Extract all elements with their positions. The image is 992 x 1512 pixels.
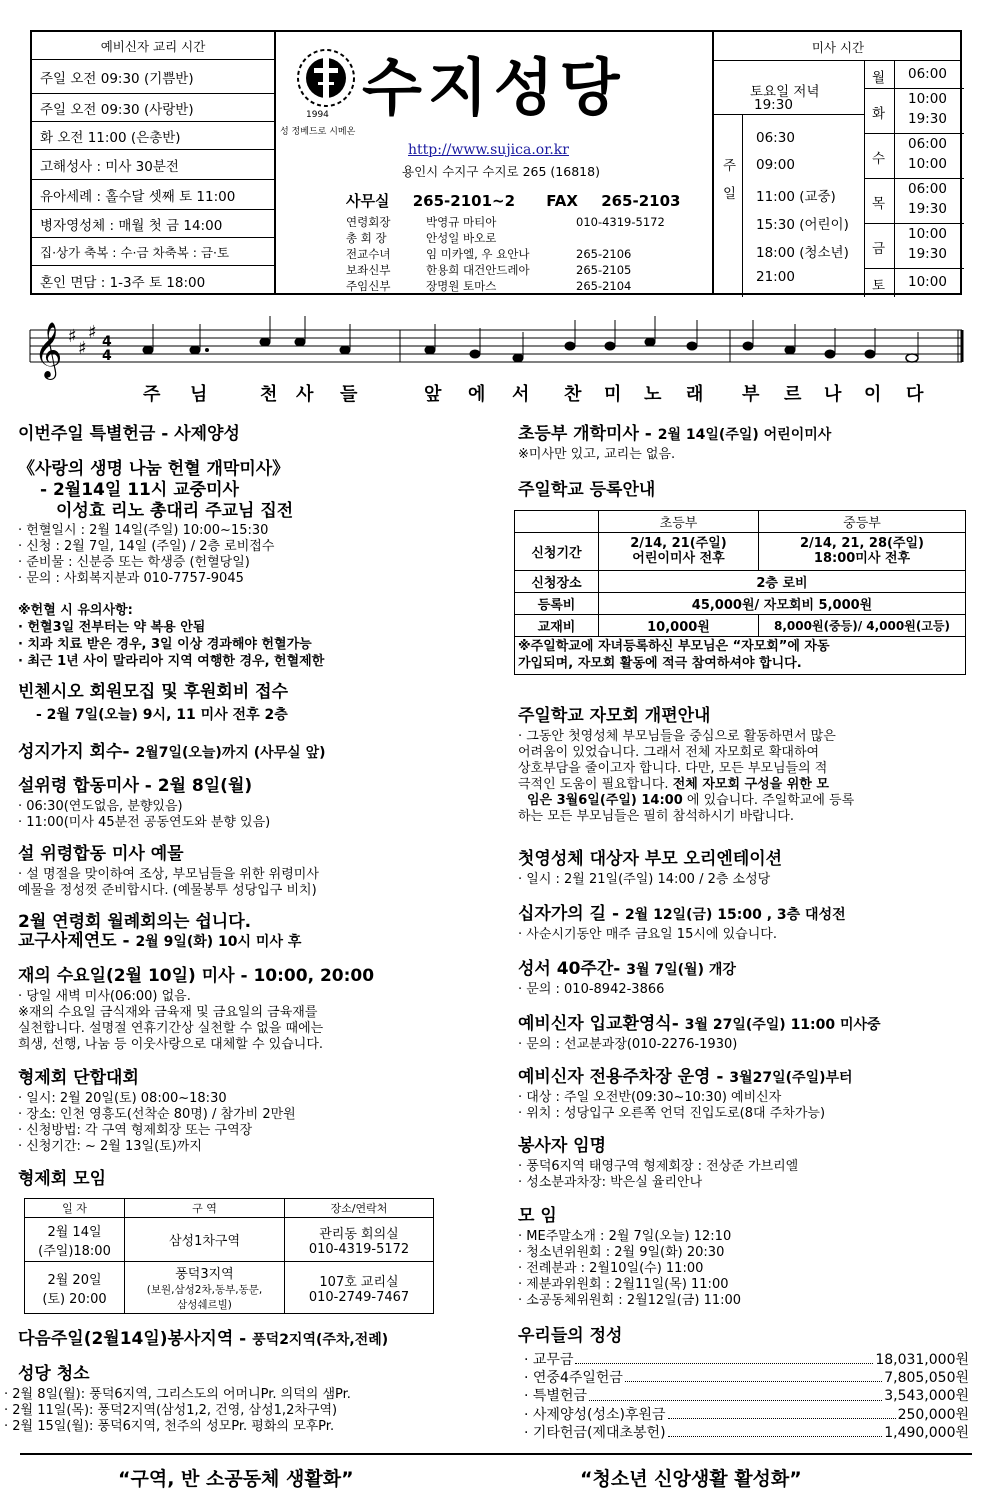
table-header: 초등부 xyxy=(599,511,759,533)
brothers-rally-line: · 장소: 인천 영흥도(선착순 80명) / 참가비 2만원 xyxy=(18,1107,296,1122)
appointment-line: · 풍덕6지역 태영구역 형제회장 : 전상준 가브리엘 xyxy=(518,1159,799,1174)
catechumen-welcome-title: 예비신자 입교환영식- 3월 27일(주일) 11:00 미사중 xyxy=(518,1014,881,1034)
table-header xyxy=(515,511,599,533)
sunday-mass-time: 11:00 (교중) xyxy=(756,189,836,205)
weekday-time: 19:30 xyxy=(908,246,947,262)
meeting-date: 2월 20일 (토) 20:00 xyxy=(25,1262,125,1314)
vincent-title: 빈첸시오 회원모집 및 후원회비 접수 xyxy=(18,682,289,702)
parents-association-line: 어려움이 있었습니다. 그래서 전체 자모회로 확대하여 xyxy=(518,745,820,760)
brothers-rally-line: · 신청방법: 각 구역 형제회장 또는 구역장 xyxy=(18,1123,253,1138)
requiem-offering-title: 설 위령합동 미사 예물 xyxy=(18,844,184,864)
blood-donation-line: · 신청 : 2월 7일, 14일 (주일) / 2층 로비접수 xyxy=(18,539,275,554)
lyric-syllable: 님 xyxy=(190,384,208,405)
lyric-syllable: 사 xyxy=(296,384,314,405)
cleaning-line: · 2월 11일(목): 풍덕2지역(삼성1,2, 건영, 삼성1,2차구역) xyxy=(4,1403,338,1418)
lyric-syllable: 다 xyxy=(906,384,924,405)
church-cleaning-title: 성당 청소 xyxy=(18,1364,90,1384)
offering-row: · 사제양성(성소)후원금 250,000원 xyxy=(524,1406,969,1423)
weekday-label: 화 xyxy=(872,106,886,122)
svg-text:𝄞: 𝄞 xyxy=(34,322,63,378)
sunday-mass-time: 15:30 (어린이) xyxy=(756,217,849,233)
table-row xyxy=(25,1218,434,1262)
meetings-line: · 청소년위원회 : 2월 9일(화) 20:30 xyxy=(518,1245,725,1260)
lyric-syllable: 에 xyxy=(468,384,486,405)
memorial-meeting-title: 2월 연령회 월례회의는 쉽니다. xyxy=(18,912,252,932)
sunday-school-table xyxy=(514,510,966,675)
saturday-eve-time: 19:30 xyxy=(754,97,793,113)
lyric-syllable: 들 xyxy=(340,384,358,405)
palm-return-title: 성지가지 회수- 2월7일(오늘)까지 (사무실 앞) xyxy=(18,742,326,762)
meetings-line: · 제분과위원회 : 2월11일(목) 11:00 xyxy=(518,1277,729,1292)
catechism-title: 예비신자 교리 시간 xyxy=(32,32,274,60)
brothers-rally-line: · 신청기간: ~ 2월 13일(토)까지 xyxy=(18,1139,202,1154)
meeting-date: 2월 14일 (주일)18:00 xyxy=(25,1218,125,1262)
catechism-row: 고해성사 : 미사 30분전 xyxy=(32,150,274,180)
table-row: 신청기간 2/14, 21(주일) 어린이미사 전후 2/14, 21, 28(주일) 18:00미사 전후 xyxy=(515,533,966,571)
parish-logo-icon xyxy=(294,46,358,110)
sunday-mass-time: 06:30 xyxy=(756,130,795,146)
table-header: 중등부 xyxy=(759,511,966,533)
weekday-label: 수 xyxy=(872,151,886,167)
first-communion-title: 첫영성체 대상자 부모 오리엔테이션 xyxy=(518,849,783,869)
office-phone: 265-2101~2 xyxy=(412,192,516,210)
brothers-meeting-table xyxy=(24,1198,434,1314)
parish-info xyxy=(276,32,712,293)
catechism-row: 혼인 면담 : 1-3주 토 18:00 xyxy=(40,274,206,291)
special-offering-title: 이번주일 특별헌금 - 사제양성 xyxy=(18,424,240,444)
donation-notice-title: ※헌혈 시 유의사항: xyxy=(18,603,133,618)
svg-text:4: 4 xyxy=(102,334,112,350)
weekday-time: 06:00 xyxy=(908,181,947,197)
parish-name: 수지성당 xyxy=(362,51,626,124)
mass-schedule xyxy=(712,32,962,293)
catechism-row: 병자영성체 : 매월 첫 금 14:00 xyxy=(32,210,274,238)
lyric-syllable: 서 xyxy=(512,384,530,405)
table-header: 장소/연락처 xyxy=(285,1199,434,1218)
first-communion-line: · 일시 : 2월 21일(주일) 14:00 / 2층 소성당 xyxy=(518,872,771,887)
svg-text:4: 4 xyxy=(102,348,112,364)
requiem-offering-line: · 설 명절을 맞이하여 조상, 부모님들을 위한 위령미사 xyxy=(18,867,319,882)
staff-row: 연령회장 박영규 마티아 010-4319-5172 xyxy=(346,215,665,229)
catechism-row: 집·상가 축복 : 수·금 차축복 : 금·토 xyxy=(32,238,274,266)
parents-association-line: 상호부담을 줄이고자 합니다. 다만, 모든 부모님들의 적 xyxy=(518,761,828,776)
brothers-meeting-title: 형제회 모임 xyxy=(18,1169,107,1189)
lyric-syllable: 앞 xyxy=(424,384,442,405)
music-staff xyxy=(0,300,992,410)
blood-donation-line: · 준비물 : 신분증 또는 학생증 (헌혈당일) xyxy=(18,555,250,570)
svg-text:♯: ♯ xyxy=(68,326,77,347)
logo-year: 1994 xyxy=(306,110,329,120)
sunday-mass-time: 18:00 (청소년) xyxy=(756,245,849,261)
meeting-place: 107호 교리실 010-2749-7467 xyxy=(285,1262,434,1314)
lyric-syllable: 주 xyxy=(143,384,161,405)
staff-row: 주임신부 장명원 토마스 265-2104 xyxy=(346,279,632,293)
blood-donation-title: 《사랑의 생명 나눔 헌혈 개막미사》 xyxy=(18,459,290,479)
ash-wednesday-title: 재의 수요일(2월 10일) 미사 - 10:00, 20:00 xyxy=(18,966,375,986)
parish-address: 용인시 수지구 수지로 265 (16818) xyxy=(402,164,600,179)
cleaning-line: · 2월 8일(월): 풍덕6지역, 그리스도의 어머니Pr. 의덕의 샘Pr. xyxy=(4,1387,351,1402)
brothers-rally-title: 형제회 단합대회 xyxy=(18,1068,139,1088)
table-header: 구 역 xyxy=(125,1199,285,1218)
elementary-mass-title: 초등부 개학미사 - 2월 14일(주일) 어린이미사 xyxy=(518,424,832,444)
parents-association-title: 주일학교 자모회 개편안내 xyxy=(518,706,711,726)
bible-study-title: 성서 40주간- 3월 7일(월) 개강 xyxy=(518,959,736,979)
lyric-syllable: 르 xyxy=(784,384,802,405)
parish-website-link[interactable]: http://www.sujica.or.kr xyxy=(408,142,569,158)
offering-row: · 교무금 18,031,000원 xyxy=(524,1352,969,1368)
blood-donation-line: · 헌혈일시 : 2월 14일(주일) 10:00~15:30 xyxy=(18,523,269,538)
weekday-time: 10:00 xyxy=(908,274,947,290)
svg-text:♯: ♯ xyxy=(88,322,97,343)
lyric-syllable: 노 xyxy=(644,384,662,405)
lunar-requiem-line: · 11:00(미사 45분전 공동연도와 분향 있음) xyxy=(18,815,271,830)
ash-wednesday-line: ※재의 수요일 금식재와 금육재 및 금요일의 금육재를 xyxy=(18,1005,318,1020)
fax-number: 265-2103 xyxy=(601,192,681,210)
footer-slogan-right: “청소년 신앙생활 활성화” xyxy=(580,1468,802,1490)
weekday-time: 10:00 xyxy=(908,156,947,172)
staff-row: 보좌신부 한용희 대건안드레아 265-2105 xyxy=(346,263,632,277)
footer-slogan-left: “구역, 반 소공동체 생활화” xyxy=(118,1468,354,1490)
ash-wednesday-line: · 당일 새벽 미사(06:00) 없음. xyxy=(18,989,191,1004)
table-header: 일 자 xyxy=(25,1199,125,1218)
catechism-row: 유아세례 : 홀수달 셋째 토 11:00 xyxy=(32,180,274,210)
weekday-time: 06:00 xyxy=(908,66,947,82)
elementary-mass-note: ※미사만 있고, 교리는 없음. xyxy=(518,447,676,462)
fax-label: FAX xyxy=(546,192,578,210)
svg-text:♯: ♯ xyxy=(78,338,87,359)
offerings-title: 우리들의 정성 xyxy=(518,1326,623,1346)
parents-association-line: 하는 모든 부모님들은 필히 참석하시기 바랍니다. xyxy=(518,809,794,824)
bulletin-header xyxy=(30,30,962,295)
meetings-line: · 전례분과 : 2월10일(수) 11:00 xyxy=(518,1261,704,1276)
parking-line: · 위치 : 성당입구 오른쪽 언덕 진입도로(8대 주차가능) xyxy=(518,1106,826,1121)
catechism-schedule xyxy=(32,32,276,293)
sunday-label-2: 일 xyxy=(723,186,737,202)
staff-row: 전교수녀 임 미카엘, 우 요안나 265-2106 xyxy=(346,247,632,261)
weekday-time: 06:00 xyxy=(908,136,947,152)
ash-wednesday-line: 희생, 선행, 나눔 등 이웃사랑으로 대체할 수 있습니다. xyxy=(18,1037,324,1052)
table-row xyxy=(25,1262,434,1314)
requiem-offering-line: 예물을 정성껏 준비합시다. (예물봉투 성당입구 비치) xyxy=(18,883,317,898)
priest-prayer-title: 교구사제연도 - 2월 9일(화) 10시 미사 후 xyxy=(18,931,302,951)
weekday-label: 금 xyxy=(872,241,886,257)
blood-donation-sub: - 2월14일 11시 교중미사 xyxy=(40,480,239,500)
meeting-area: 삼성1차구역 xyxy=(125,1218,285,1262)
parking-line: · 대상 : 주일 오전반(09:30~10:30) 예비신자 xyxy=(518,1090,782,1105)
appointment-line: · 성소분과차장: 박은실 율리안나 xyxy=(518,1175,703,1190)
office-phone-line xyxy=(346,190,680,211)
footer-rule xyxy=(20,1453,972,1455)
cleaning-line: · 2월 15일(월): 풍덕6지역, 천주의 성모Pr. 평화의 모후Pr. xyxy=(4,1419,335,1434)
catechism-row: 주일 오전 09:30 (기쁨반) xyxy=(32,60,274,94)
sunday-school-title: 주일학교 등록안내 xyxy=(518,480,656,500)
brothers-rally-line: · 일시: 2월 20일(토) 08:00~18:30 xyxy=(18,1091,227,1106)
meeting-area: 풍덕3지역 (보원,삼성2차,동부,동문, 삼성쉐르빌) xyxy=(125,1262,285,1314)
meetings-line: · ME주말소개 : 2월 7일(오늘) 12:10 xyxy=(518,1229,732,1244)
catechism-row: 화 오전 11:00 (은총반) xyxy=(32,122,274,150)
parents-association-line: 임은 3월6일(주일) 14:00 에 있습니다. 주일학교에 등록 xyxy=(527,793,855,808)
logo-caption: 성 정베드로 시메온 xyxy=(280,127,356,137)
meetings-title: 모 임 xyxy=(518,1206,557,1226)
next-service-title: 다음주일(2월14일)봉사지역 - 풍덕2지역(주차,전례) xyxy=(18,1329,389,1349)
meeting-place: 관리동 회의실 010-4319-5172 xyxy=(285,1218,434,1262)
office-label: 사무실 xyxy=(346,192,390,210)
lyric-syllable: 찬 xyxy=(564,384,582,405)
offering-row: · 기타헌금(제대초봉헌) 1,490,000원 xyxy=(524,1424,969,1441)
table-row: 교재비 10,000원 8,000원(중등)/ 4,000원(고등) xyxy=(515,615,966,637)
parents-association-line: · 그동안 첫영성체 부모님들을 중심으로 활동하면서 많은 xyxy=(518,729,836,744)
lunar-requiem-line: · 06:30(연도없음, 분향있음) xyxy=(18,799,183,814)
ash-wednesday-line: 실천합니다. 설명절 연휴기간상 실천할 수 없을 때에는 xyxy=(18,1021,324,1036)
weekday-time: 19:30 xyxy=(908,201,947,217)
table-row: 신청장소 2층 로비 xyxy=(515,571,966,593)
sunday-label: 주 xyxy=(723,158,737,174)
lyric-syllable: 부 xyxy=(742,384,760,405)
mass-title: 미사 시간 xyxy=(811,40,865,55)
sunday-mass-time: 09:00 xyxy=(756,157,795,173)
weekday-label: 목 xyxy=(872,196,886,212)
parking-title: 예비신자 전용주차장 운영 - 3월27일(주일)부터 xyxy=(518,1067,853,1087)
vincent-sub: - 2월 7일(오늘) 9시, 11 미사 전후 2층 xyxy=(36,707,288,723)
lyric-syllable: 이 xyxy=(864,384,882,405)
weekday-label: 토 xyxy=(872,278,886,294)
offering-row: · 특별헌금 3,543,000원 xyxy=(524,1388,969,1405)
weekday-time: 10:00 xyxy=(908,226,947,242)
lyric-syllable: 나 xyxy=(824,384,842,405)
lyric-syllable: 천 xyxy=(260,384,278,405)
blood-donation-line: · 문의 : 사회복지분과 010-7757-9045 xyxy=(18,571,244,586)
table-row: 등록비 45,000원/ 자모회비 5,000원 xyxy=(515,593,966,615)
sunday-mass-time: 21:00 xyxy=(756,269,795,285)
blood-donation-sub: 이성효 리노 총대리 주교님 집전 xyxy=(56,501,294,521)
staff-row: 총 회 장 안성일 바오로 xyxy=(346,231,497,245)
donation-notice: · 치과 치료 받은 경우, 3일 이상 경과해야 헌혈가능 xyxy=(18,637,312,652)
catechism-row: 주일 오전 09:30 (사랑반) xyxy=(32,94,274,122)
stations-of-cross-line: · 사순시기동안 매주 금요일 15시에 있습니다. xyxy=(518,927,777,942)
donation-notice: · 최근 1년 사이 말라리아 지역 여행한 경우, 헌혈제한 xyxy=(18,654,325,669)
weekday-time: 10:00 xyxy=(908,91,947,107)
lunar-requiem-title: 설위령 합동미사 - 2월 8일(월) xyxy=(18,776,253,796)
parents-association-line: 극적인 도움이 필요합니다. 전체 자모회 구성을 위한 모 xyxy=(518,777,829,792)
appointment-title: 봉사자 임명 xyxy=(518,1136,607,1156)
table-row: ※주일학교에 자녀등록하신 부모님은 “자모회”에 자동 가입되며, 자모회 활동에 적극 참여하셔야 합니다. xyxy=(515,637,966,675)
offering-row: · 연중4주일헌금 7,805,050원 xyxy=(524,1370,969,1387)
offerings-list xyxy=(524,1351,969,1442)
lyric-syllable: 미 xyxy=(604,384,622,405)
saturday-eve-label: 토요일 저녁 xyxy=(750,84,820,100)
lyric-syllable: 래 xyxy=(686,384,704,405)
catechumen-welcome-line: · 문의 : 선교분과장(010-2276-1930) xyxy=(518,1037,738,1052)
weekday-label: 월 xyxy=(872,70,886,86)
bible-study-line: · 문의 : 010-8942-3866 xyxy=(518,982,665,997)
weekday-time: 19:30 xyxy=(908,111,947,127)
stations-of-cross-title: 십자가의 길 - 2월 12일(금) 15:00 , 3층 대성전 xyxy=(518,904,846,924)
meetings-line: · 소공동체위원회 : 2월12일(금) 11:00 xyxy=(518,1293,742,1308)
donation-notice: · 헌혈3일 전부터는 약 복용 안됨 xyxy=(18,620,206,635)
